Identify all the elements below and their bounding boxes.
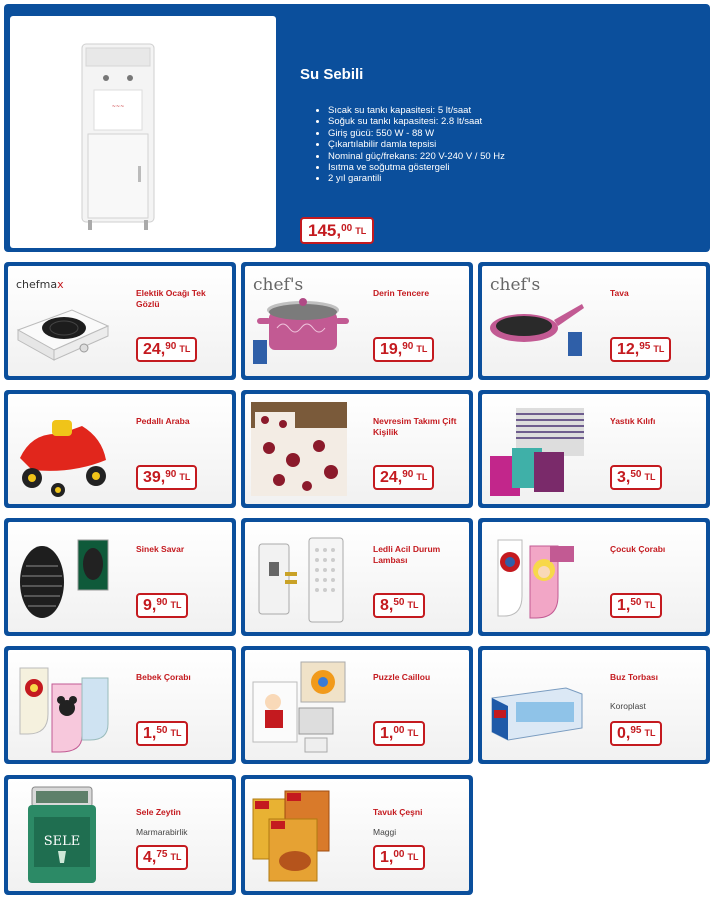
price-currency: TL xyxy=(407,600,419,610)
jar-label: SELE xyxy=(43,834,81,849)
price-currency: TL xyxy=(407,728,419,738)
product-card[interactable] xyxy=(241,262,473,380)
price-cents: 50 xyxy=(156,725,168,736)
product-card[interactable] xyxy=(478,262,710,380)
product-card-body xyxy=(245,650,469,760)
price-main: 1, xyxy=(617,597,631,614)
price-tag xyxy=(373,337,434,362)
product-name: Çocuk Çorabı xyxy=(610,544,666,554)
product-card-body xyxy=(8,779,232,891)
product-card[interactable] xyxy=(4,646,236,764)
price-currency: TL xyxy=(170,600,182,610)
electric-stove-image xyxy=(12,270,112,372)
product-card-body xyxy=(8,266,232,376)
brand-logo: chef's xyxy=(253,275,304,295)
product-card[interactable] xyxy=(241,775,473,895)
product-card[interactable] xyxy=(4,390,236,508)
product-name: Yastık Kılıfı xyxy=(610,416,656,426)
price-cents: 00 xyxy=(393,849,405,860)
hero-title: Su Sebili xyxy=(300,66,364,83)
spec-item: • Soğuk su tankı kapasitesi: 2.8 lt/saat xyxy=(328,116,505,127)
price-main: 1, xyxy=(143,725,157,742)
product-name: Sinek Savar xyxy=(136,544,185,554)
product-name: Bebek Çorabı xyxy=(136,672,191,682)
price-main: 24, xyxy=(143,341,166,358)
puzzle-image xyxy=(249,654,349,756)
product-card[interactable] xyxy=(241,646,473,764)
price-currency: TL xyxy=(644,600,656,610)
product-card-body xyxy=(245,266,469,376)
price-tag xyxy=(136,465,197,490)
spec-item: • Çıkartılabilir damla tepsisi xyxy=(328,139,505,150)
spec-item: • Nominal güç/frekans: 220 V-240 V / 50 Hz xyxy=(328,151,505,162)
product-name: Elektik Ocağı Tek Gözlü xyxy=(136,288,206,309)
price-main: 3, xyxy=(617,469,631,486)
price-tag xyxy=(136,845,188,870)
product-name: Buz Torbası xyxy=(610,672,659,682)
product-card-body xyxy=(245,522,469,632)
price-currency: TL xyxy=(170,852,182,862)
price-cents: 00 xyxy=(393,725,405,736)
price-main: 1, xyxy=(380,849,394,866)
brand-logo: chefmax xyxy=(16,278,64,291)
price-main: 1, xyxy=(380,725,394,742)
price-currency: TL xyxy=(644,472,656,482)
product-card-body xyxy=(8,394,232,504)
price-currency: TL xyxy=(170,728,182,738)
product-card-body xyxy=(245,779,469,891)
price-currency: TL xyxy=(179,344,191,354)
price-cents: 50 xyxy=(630,597,642,608)
product-brand: Koroplast xyxy=(610,701,646,711)
spec-item: • 2 yıl garantili xyxy=(328,173,505,184)
price-cents: 95 xyxy=(630,725,642,736)
price-main: 24, xyxy=(380,469,403,486)
price-tag xyxy=(373,593,425,618)
price-currency: TL xyxy=(179,472,191,482)
price-tag xyxy=(136,721,188,746)
olive-jar-image xyxy=(12,783,112,885)
product-card[interactable] xyxy=(478,518,710,636)
frying-pan-image xyxy=(486,270,586,372)
product-card[interactable] xyxy=(4,262,236,380)
price-cents: 95 xyxy=(639,341,651,352)
price-main: 19, xyxy=(380,341,403,358)
bedding-set-image xyxy=(249,398,349,500)
ice-bag-image xyxy=(486,654,586,756)
hero-price-tag xyxy=(300,217,374,244)
kids-socks-image xyxy=(486,526,586,628)
product-card-body xyxy=(245,394,469,504)
product-card[interactable] xyxy=(241,518,473,636)
product-brand: Maggi xyxy=(373,827,397,837)
price-tag xyxy=(373,721,425,746)
product-card[interactable] xyxy=(241,390,473,508)
product-name: Derin Tencere xyxy=(373,288,430,298)
product-card-body xyxy=(482,522,706,632)
svg-text:~~~: ~~~ xyxy=(111,104,125,110)
product-name: Ledli Acil Durum Lambası xyxy=(373,544,441,565)
brand-logo: chef's xyxy=(490,275,541,295)
price-currency: TL xyxy=(644,728,656,738)
price-cents: 90 xyxy=(156,597,168,608)
price-main: 4, xyxy=(143,849,157,866)
price-cents: 75 xyxy=(156,849,168,860)
product-name: Puzzle Caillou xyxy=(373,672,431,682)
price-tag xyxy=(610,721,662,746)
price-tag xyxy=(373,465,434,490)
emergency-lamp-image xyxy=(249,526,349,628)
baby-socks-image xyxy=(12,654,112,756)
price-tag xyxy=(610,337,671,362)
product-name: Tavuk Çeşni xyxy=(373,807,423,817)
price-main: 8, xyxy=(380,597,394,614)
price-main: 0, xyxy=(617,725,631,742)
pillowcase-image xyxy=(486,398,586,500)
spec-item: • Isıtma ve soğutma göstergeli xyxy=(328,162,505,173)
price-currency: TL xyxy=(407,852,419,862)
price-cents: 90 xyxy=(165,341,177,352)
product-card[interactable] xyxy=(478,390,710,508)
seasoning-packets-image xyxy=(249,783,349,885)
product-card[interactable] xyxy=(4,775,236,895)
price-currency: TL xyxy=(416,344,428,354)
spec-item: • Sıcak su tankı kapasitesi: 5 lt/saat xyxy=(328,105,505,116)
insect-killer-image xyxy=(12,526,112,628)
product-name: Tava xyxy=(610,288,629,298)
casserole-pot-image xyxy=(249,270,349,372)
price-tag xyxy=(373,845,425,870)
product-brand: Marmarabirlik xyxy=(136,827,188,837)
product-card-body xyxy=(8,522,232,632)
price-currency: TL xyxy=(653,344,665,354)
price-currency: TL xyxy=(355,226,367,236)
price-currency: TL xyxy=(416,472,428,482)
product-card[interactable] xyxy=(478,646,710,764)
product-card-body xyxy=(482,394,706,504)
product-name: Sele Zeytin xyxy=(136,807,181,817)
pedal-car-image xyxy=(12,398,112,500)
water-dispenser-image xyxy=(10,16,276,248)
price-main: 145, xyxy=(308,221,342,240)
price-tag xyxy=(136,593,188,618)
price-tag xyxy=(136,337,197,362)
hero-banner xyxy=(4,4,710,252)
product-card-body xyxy=(482,266,706,376)
spec-item: • Giriş gücü: 550 W - 88 W xyxy=(328,128,505,139)
price-cents: 00 xyxy=(341,223,353,234)
product-name: Pedallı Araba xyxy=(136,416,190,426)
price-tag xyxy=(610,465,662,490)
price-main: 39, xyxy=(143,469,166,486)
price-main: 9, xyxy=(143,597,157,614)
product-card[interactable] xyxy=(4,518,236,636)
price-cents: 90 xyxy=(402,469,414,480)
product-card-body xyxy=(482,650,706,760)
product-name: Nevresim Takımı Çift Kişilik xyxy=(373,416,457,437)
price-cents: 90 xyxy=(402,341,414,352)
product-card-body xyxy=(8,650,232,760)
price-main: 12, xyxy=(617,341,640,358)
price-cents: 90 xyxy=(165,469,177,480)
price-tag xyxy=(610,593,662,618)
hero-spec-list xyxy=(304,105,505,185)
price-cents: 50 xyxy=(630,469,642,480)
price-cents: 50 xyxy=(393,597,405,608)
